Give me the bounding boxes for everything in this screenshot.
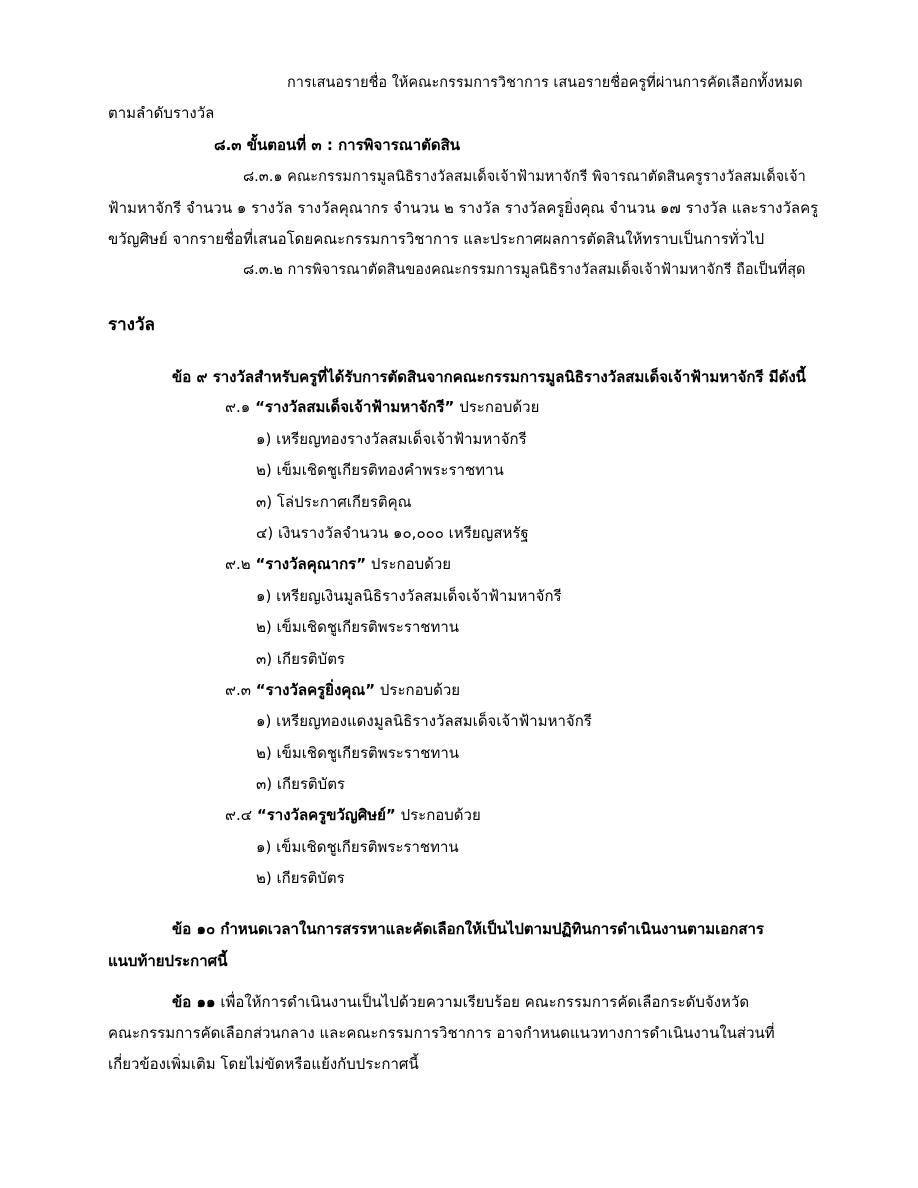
award-group-suffix: ประกอบด้วย [379, 681, 461, 699]
clause11-line3: เกี่ยวข้องเพิ่มเติม โดยไม่ขัดหรือแย้งกับประกาศนี้ [108, 1055, 419, 1073]
clause10-line2: แนบท้ายประกาศนี้ [108, 952, 228, 970]
award-group-number: ๙.๔ [225, 806, 253, 824]
clause11-line1-text: เพื่อให้การดำเนินงานเป็นไปด้วยความเรียบร้อย คณะกรรมการคัดเลือกระดับจังหวัด [220, 993, 750, 1011]
award-item: ๒) เข็มเชิดชูเกียรติพระราชทาน [256, 618, 460, 636]
award-item: ๓) เกียรติบัตร [256, 775, 345, 793]
award-group-suffix: ประกอบด้วย [400, 806, 481, 824]
award-group-name: “รางวัลครูขวัญศิษย์” [256, 806, 396, 824]
award-group-suffix: ประกอบด้วย [370, 555, 452, 573]
clause11-line2: คณะกรรมการคัดเลือกส่วนกลาง และคณะกรรมการวิชาการ อาจกำหนดแนวทางการดำเนินงานในส่วนที่ [108, 1024, 775, 1042]
award-item: ๑) เข็มเชิดชูเกียรติพระราชทาน [256, 838, 459, 856]
award-group-heading [225, 396, 539, 418]
award-item: ๒) เข็มเชิดชูเกียรติพระราชทาน [256, 744, 460, 762]
award-group-heading [225, 679, 460, 701]
award-item: ๓) โล่ประกาศเกียรติคุณ [256, 493, 412, 511]
section8-intro-line2: ตามลำดับรางวัล [108, 104, 215, 122]
award-item: ๒) เข็มเชิดชูเกียรติทองคำพระราชทาน [256, 461, 504, 479]
award-group-heading [225, 553, 451, 575]
clause9-title: ข้อ ๙ รางวัลสำหรับครูที่ได้รับการตัดสินจากคณะกรรมการมูลนิธิรางวัลสมเด็จเจ้าฟ้ามหาจักรี มีดังนี้ [172, 368, 806, 386]
clause11-label: ข้อ ๑๑ [172, 993, 216, 1011]
award-group-number: ๙.๓ [225, 681, 252, 699]
award-group-name: “รางวัลครูยิ่งคุณ” [255, 681, 376, 699]
award-group-suffix: ประกอบด้วย [459, 398, 540, 416]
award-group-heading [225, 804, 481, 826]
p831-line2: ฟ้ามหาจักรี จำนวน ๑ รางวัล รางวัลคุณากร จำนวน ๒ รางวัล รางวัลครูยิ่งคุณ จำนวน ๑๗ รางวัล และรางวัลครู [108, 199, 819, 217]
award-group-number: ๙.๑ [225, 398, 251, 416]
award-group-number: ๙.๒ [225, 555, 251, 573]
clause11-line1 [172, 991, 749, 1013]
award-item: ๓) เกียรติบัตร [256, 650, 345, 668]
clause10-line1: ข้อ ๑๐ กำหนดเวลาในการสรรหาและคัดเลือกให้เป็นไปตามปฏิทินการดำเนินงานตามเอกสาร [172, 920, 764, 938]
p831-line3: ขวัญศิษย์ จากรายชื่อที่เสนอโดยคณะกรรมการวิชาการ และประกาศผลการตัดสินให้ทราบเป็นการทั่วไป [108, 230, 765, 248]
award-item: ๑) เหรียญทองรางวัลสมเด็จเจ้าฟ้ามหาจักรี [256, 430, 527, 448]
award-group-name: “รางวัลสมเด็จเจ้าฟ้ามหาจักรี” [255, 398, 455, 416]
p831-line1: ๘.๓.๑ คณะกรรมการมูลนิธิรางวัลสมเด็จเจ้าฟ้ามหาจักรี พิจารณาตัดสินครูรางวัลสมเด็จเจ้า [243, 169, 806, 185]
award-item: ๔) เงินรางวัลจำนวน ๑๐,๐๐๐ เหรียญสหรัฐ [256, 524, 529, 542]
p832-line: ๘.๓.๒ การพิจารณาตัดสินของคณะกรรมการมูลนิธิรางวัลสมเด็จเจ้าฟ้ามหาจักรี ถือเป็นที่สุด [243, 262, 806, 278]
step3-heading: ๘.๓ ขั้นตอนที่ ๓ : การพิจารณาตัดสิน [214, 136, 461, 154]
award-item: ๒) เกียรติบัตร [256, 869, 345, 887]
award-group-name: “รางวัลคุณากร” [255, 555, 367, 573]
section8-intro-line1: การเสนอรายชื่อ ให้คณะกรรมการวิชาการ เสนอรายชื่อครูที่ผ่านการคัดเลือกทั้งหมด [287, 75, 803, 91]
award-item: ๑) เหรียญทองแดงมูลนิธิรางวัลสมเด็จเจ้าฟ้ามหาจักรี [256, 712, 592, 730]
award-item: ๑) เหรียญเงินมูลนิธิรางวัลสมเด็จเจ้าฟ้ามหาจักรี [256, 587, 562, 605]
awards-heading: รางวัล [108, 315, 155, 335]
